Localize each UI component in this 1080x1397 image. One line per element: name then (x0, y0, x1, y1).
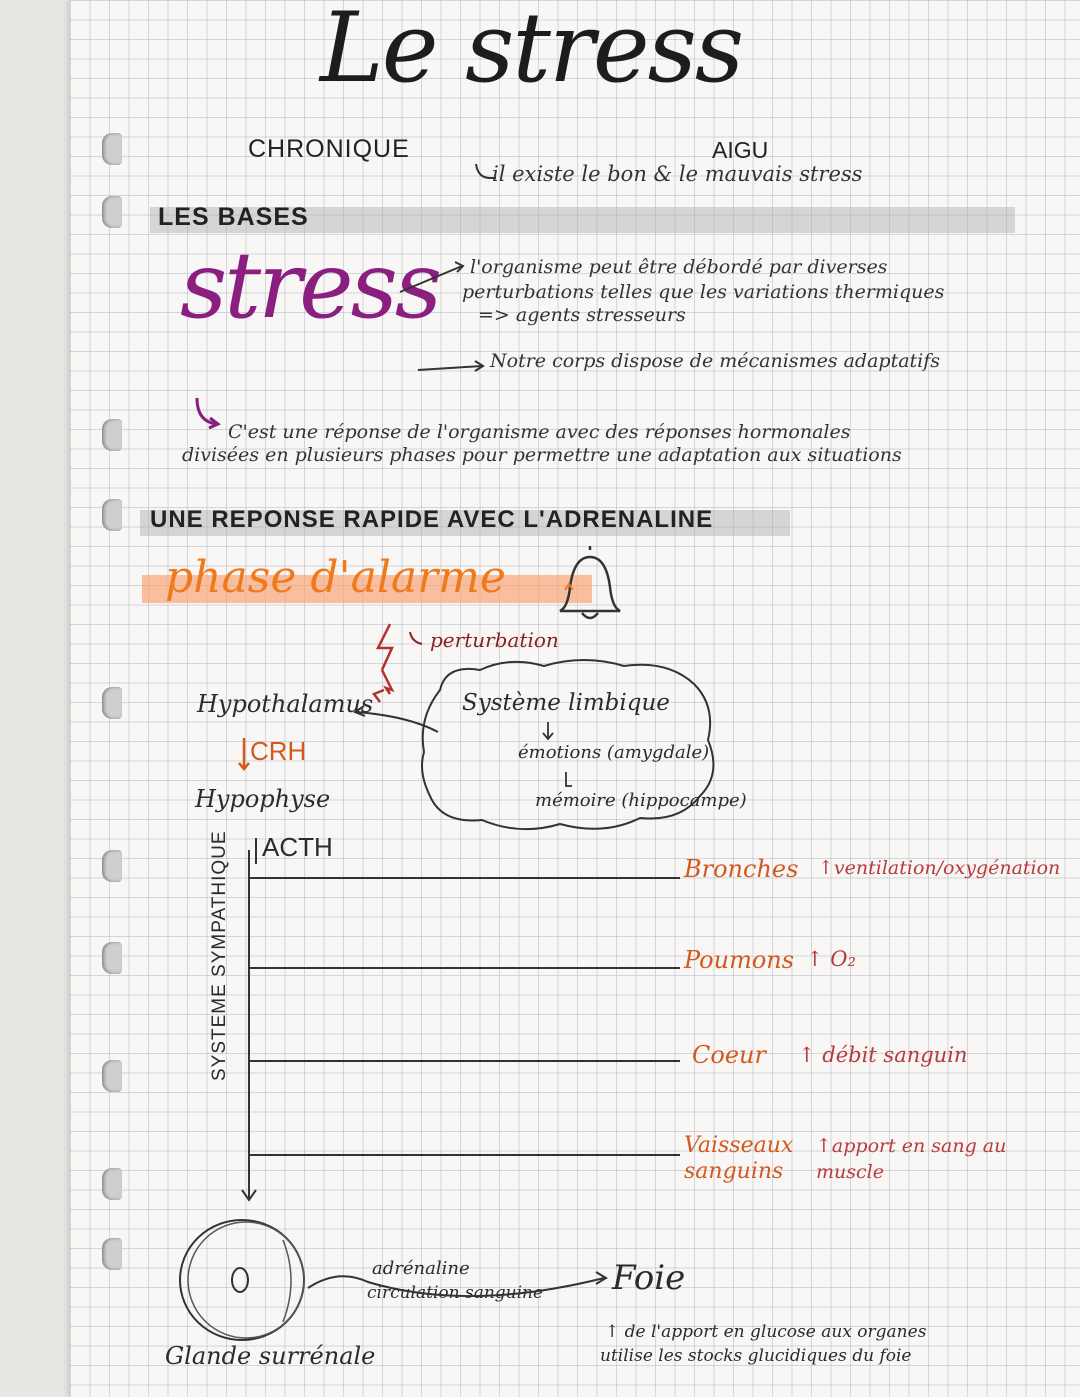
foie-label: Foie (612, 1258, 686, 1298)
definition-line1: C'est une réponse de l'organisme avec des réponses hormonales (228, 421, 851, 443)
target-organ: Bronches (684, 855, 799, 883)
gland-center (232, 1268, 248, 1292)
gland-outer-2 (188, 1222, 304, 1338)
section-heading-bases: LES BASES (158, 203, 309, 231)
adrenaline-label: adrénaline (372, 1258, 470, 1279)
cloud-arrow (355, 706, 365, 716)
crh-label: CRH (250, 736, 307, 766)
target-organ: Poumons (684, 946, 795, 974)
perturbation-hook (410, 632, 422, 644)
gland-band (283, 1240, 291, 1322)
stress-branch-2: Notre corps dispose de mécanismes adaptatifs (490, 350, 941, 372)
foie-note-2: utilise les stocks glucidiques du foie (600, 1346, 912, 1366)
perturbation-label: perturbation (430, 628, 559, 652)
limbic-arrow (566, 772, 572, 786)
stress-branch-1-line1: l'organisme peut être débordé par diverses (470, 256, 888, 278)
section-heading-reponse: UNE REPONSE RAPIDE AVEC L'ADRENALINE (150, 506, 714, 533)
target-organ: Vaisseaux sanguins (684, 1133, 794, 1184)
crh-arrow (239, 738, 249, 769)
title-note: il existe le bon & le mauvais stress (492, 162, 863, 186)
target-effect: ↑apport en sang au muscle (816, 1135, 1007, 1183)
target-organ: Coeur (692, 1041, 766, 1069)
target-effect: ↑ débit sanguin (798, 1043, 968, 1067)
limbic-memoire: mémoire (hippocampe) (535, 790, 747, 811)
acth-label: ACTH (262, 832, 333, 862)
foie-note-1: ↑ de l'apport en glucose aux organes (605, 1322, 927, 1342)
target-effect: ↑ventilation/oxygénation (818, 857, 1061, 879)
page-title: Le stress (320, 0, 743, 104)
stress-branch-1-line3: => agents stresseurs (478, 304, 686, 326)
stress-branch-1-line2: perturbations telles que les variations thermiques (462, 281, 945, 303)
systeme-sympathique-label: SYSTEME SYMPATHIQUE (209, 830, 230, 1081)
title-label-chronique: CHRONIQUE (248, 135, 410, 163)
hypophyse-label: Hypophyse (195, 785, 331, 813)
gland-label: Glande surrénale (165, 1342, 376, 1370)
limbic-emotions: émotions (amygdale) (518, 742, 710, 763)
hypothalamus-label: Hypothalamus (197, 690, 374, 718)
branch-arrow (400, 266, 462, 292)
branch-arrow (418, 366, 482, 370)
stress-word: stress (180, 232, 440, 339)
definition-line2: divisées en plusieurs phases pour permettre une adaptation aux situations (182, 444, 902, 466)
title-label-aigu: AIGU (712, 137, 769, 163)
limbic-cloud (422, 660, 713, 829)
adrenaline-arrow (308, 1276, 604, 1296)
limbic-arrow (543, 722, 553, 739)
lightning-icon (374, 624, 392, 702)
target-effect: ↑ O₂ (806, 947, 856, 971)
circulation-label: circulation sanguine (367, 1283, 544, 1303)
bell-icon (560, 546, 620, 618)
hook-arrow (476, 164, 496, 178)
phase-title: phase d'alarme (165, 552, 506, 603)
limbic-title: Système limbique (462, 690, 670, 716)
